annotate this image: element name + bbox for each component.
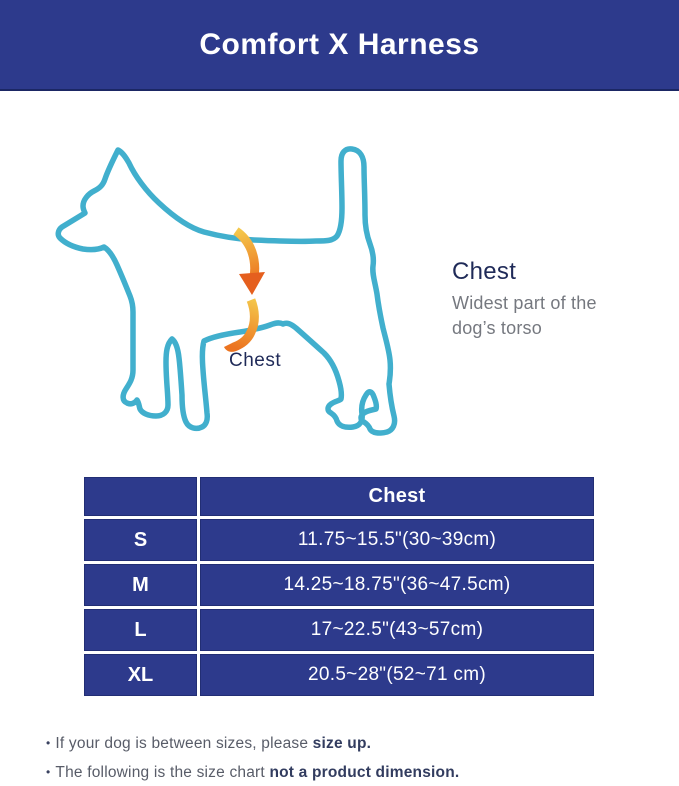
note-period: . <box>454 764 460 781</box>
note-period: . <box>366 735 372 752</box>
size-table-corner-cell <box>84 477 197 516</box>
note-text: The following is the size chart <box>55 764 270 781</box>
header <box>0 0 679 91</box>
bullet-icon: • <box>46 765 51 779</box>
chest-info-description: Widest part of the dog’s torso <box>452 293 597 338</box>
size-cell: XL <box>84 654 197 696</box>
chest-range-cell: 17~22.5"(43~57cm) <box>200 609 594 651</box>
note-emphasis: size up <box>312 735 367 752</box>
size-cell: L <box>84 609 197 651</box>
chest-info-title: Chest <box>452 258 517 285</box>
diagram-chest-label: Chest <box>229 350 282 371</box>
chest-info-block <box>452 258 637 341</box>
chest-range-cell: 11.75~15.5"(30~39cm) <box>200 519 594 561</box>
note-emphasis: not a product dimension <box>269 764 455 781</box>
dog-outline <box>58 149 394 433</box>
size-table-chest-header: Chest <box>200 477 594 516</box>
measure-arrow-icon <box>239 272 265 295</box>
measure-band-top <box>236 231 255 276</box>
note-item <box>46 764 459 782</box>
page-title: Comfort X Harness <box>199 27 480 61</box>
size-cell: M <box>84 564 197 606</box>
chest-range-cell: 20.5~28"(52~71 cm) <box>200 654 594 696</box>
note-item <box>46 735 459 753</box>
size-cell: S <box>84 519 197 561</box>
chest-range-cell: 14.25~18.75"(36~47.5cm) <box>200 564 594 606</box>
measure-band-bottom <box>228 300 254 347</box>
notes <box>46 735 459 786</box>
bullet-icon: • <box>46 736 51 750</box>
size-table <box>84 477 594 696</box>
note-text: If your dog is between sizes, please <box>55 735 313 752</box>
